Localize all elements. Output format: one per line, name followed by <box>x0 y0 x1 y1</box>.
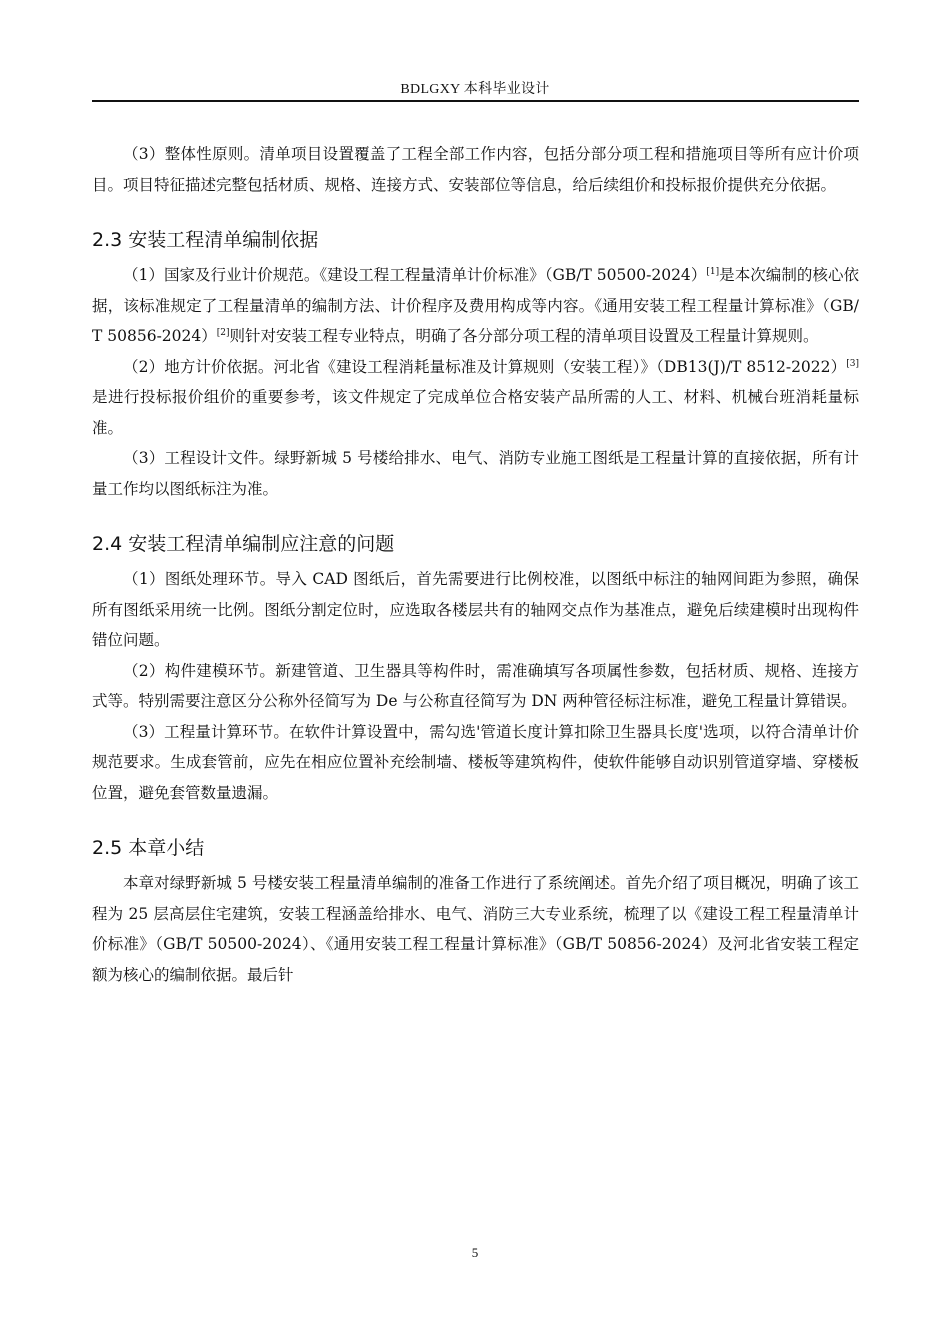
paragraph-drawing-processing: （1）图纸处理环节。导入 CAD 图纸后，首先需要进行比例校准，以图纸中标注的轴网间距为参照，确保所有图纸采用统一比例。图纸分割定位时，应选取各楼层共有的轴网交点作为基准点，避免后续建模时出现构件错位问题。 <box>92 570 859 649</box>
page-header: BDLGXY 本科毕业设计 <box>400 82 550 97</box>
paragraph-local-standards <box>92 352 859 444</box>
paragraph-text: 是本次编制的核心依据，该标准规定了工程量清单的编制方法、计价程序及费用构成等内容。《通用安装工程工程量计算标准》（GB/T 50856-2024） <box>92 266 859 345</box>
paragraph-integrity-principle: （3）整体性原则。清单项目设置覆盖了工程全部工作内容，包括分部分项工程和措施项目等所有应计价项目。项目特征描述完整包括材质、规格、连接方式、安装部位等信息，给后续组价和投标报价提供充分依据。 <box>92 145 859 194</box>
paragraph-text: 是进行投标报价组价的重要参考，该文件规定了完成单位合格安装产品所需的人工、材料、机械台班消耗量标准。 <box>92 388 859 437</box>
section-heading-2-5: 2.5 本章小结 <box>92 837 205 859</box>
paragraph-design-documents: （3）工程设计文件。绿野新城 5 号楼给排水、电气、消防专业施工图纸是工程量计算的直接依据，所有计量工作均以图纸标注为准。 <box>92 449 859 498</box>
paragraph-quantity-calculation: （3）工程量计算环节。在软件计算设置中，需勾选'管道长度计算扣除卫生器具长度'选项，以符合清单计价规范要求。生成套管前，应先在相应位置补充绘制墙、楼板等建筑构件，使软件能够自动识别管道穿墙、穿楼板位置，避免套管数量遗漏。 <box>92 722 859 802</box>
page-number: 5 <box>471 1245 479 1260</box>
citation-ref-1: [1] <box>706 266 720 277</box>
paragraph-text: 则针对安装工程专业特点，明确了各分部分项工程的清单项目设置及工程量计算规则。 <box>229 327 819 345</box>
paragraph-national-standards <box>92 260 859 352</box>
page-content <box>92 139 859 990</box>
paragraph-chapter-summary: 本章对绿野新城 5 号楼安装工程量清单编制的准备工作进行了系统阐述。首先介绍了项目概况，明确了该工程为 25 层高层住宅建筑，安装工程涵盖给排水、电气、消防三大专业系统，梳理了以《建设工程工程量清单计价标准》（GB/T 50500-2024）、《通用安装工程工程量计算标准》（GB/T 50856-2024）及河北省安装工程定额为核心的编制依据。最后针 <box>92 874 859 984</box>
citation-ref-3: [3] <box>846 358 859 369</box>
header-rule <box>92 100 859 102</box>
section-heading-2-4: 2.4 安装工程清单编制应注意的问题 <box>92 533 395 555</box>
paragraph-text: （2）地方计价依据。河北省《建设工程消耗量标准及计算规则（安装工程）》（DB13(J)/T 8512-2022） <box>123 357 847 376</box>
paragraph-component-modeling: （2）构件建模环节。新建管道、卫生器具等构件时，需准确填写各项属性参数，包括材质、规格、连接方式等。特别需要注意区分公称外径简写为 De 与公称直径简写为 DN 两种管径标注标准，避免工程量计算错误。 <box>92 661 859 710</box>
paragraph-text: （1）国家及行业计价规范。《建设工程工程量清单计价标准》（GB/T 50500-2024） <box>123 266 707 284</box>
section-heading-2-3: 2.3 安装工程清单编制依据 <box>92 229 319 251</box>
citation-ref-2: [2] <box>216 327 230 338</box>
